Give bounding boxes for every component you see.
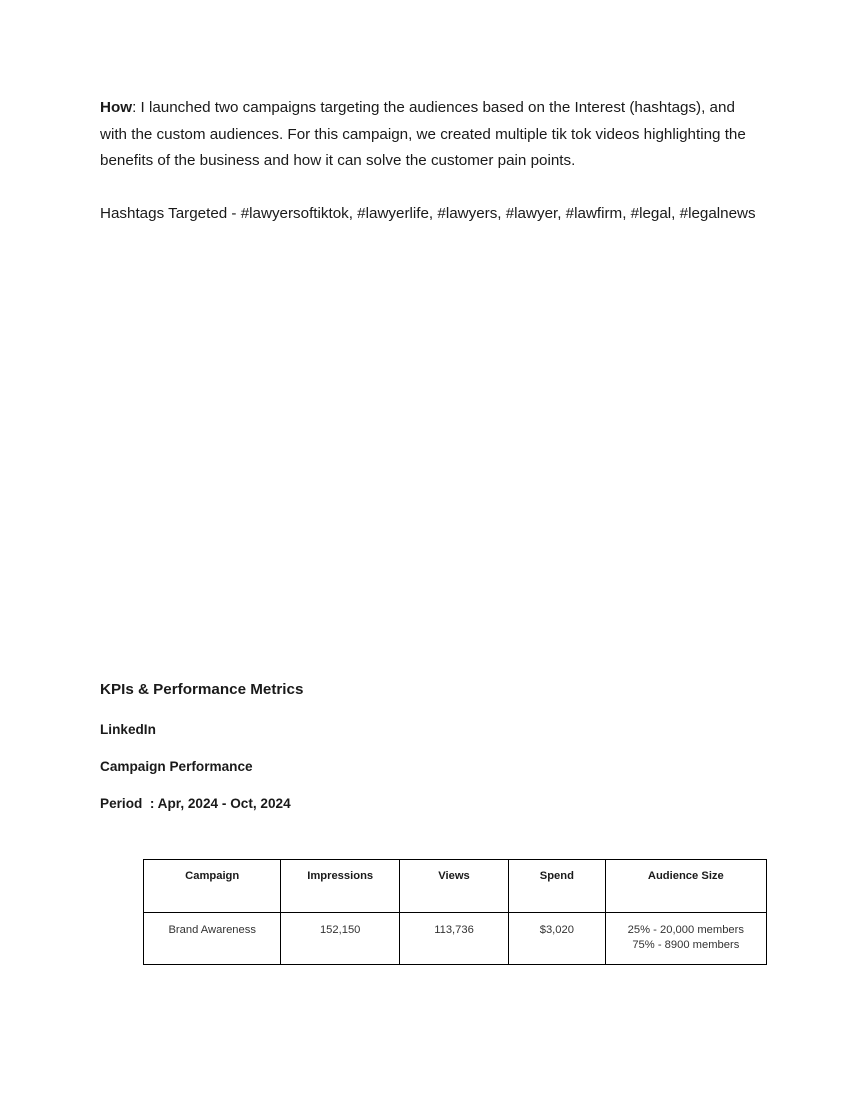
performance-table — [143, 859, 767, 965]
cell-spend: $3,020 — [509, 913, 606, 965]
header-campaign: Campaign — [144, 860, 281, 913]
period-line: Period : Apr, 2024 - Oct, 2024 — [100, 796, 291, 811]
kpi-heading: KPIs & Performance Metrics — [100, 681, 304, 698]
platform-heading: LinkedIn — [100, 722, 156, 737]
audience-line: 25% - 20,000 members — [627, 924, 744, 936]
table-row — [144, 913, 767, 965]
cell-campaign: Brand Awareness — [144, 913, 281, 965]
hashtags-paragraph: Hashtags Targeted - #lawyersoftiktok, #lawyerlife, #lawyers, #lawyer, #lawfirm, #legal, #legalnews — [100, 205, 756, 222]
header-impressions: Impressions — [281, 860, 400, 913]
audience-line: 75% - 8900 members — [632, 939, 740, 951]
header-spend: Spend — [509, 860, 606, 913]
table-header-row — [144, 860, 767, 913]
how-paragraph — [100, 95, 760, 175]
campaign-performance-heading: Campaign Performance — [100, 759, 253, 774]
cell-views: 113,736 — [399, 913, 508, 965]
header-views: Views — [399, 860, 508, 913]
cell-audience-size — [605, 913, 766, 965]
how-text: : I launched two campaigns targeting the audiences based on the Interest (hashtags), and with the custom audiences. For this campaign, we created multiple tik tok videos highlighting the benefits of the business and how it can solve the customer pain points. — [100, 99, 746, 169]
header-audience-size: Audience Size — [605, 860, 766, 913]
how-label: How — [100, 99, 133, 116]
cell-impressions: 152,150 — [281, 913, 400, 965]
